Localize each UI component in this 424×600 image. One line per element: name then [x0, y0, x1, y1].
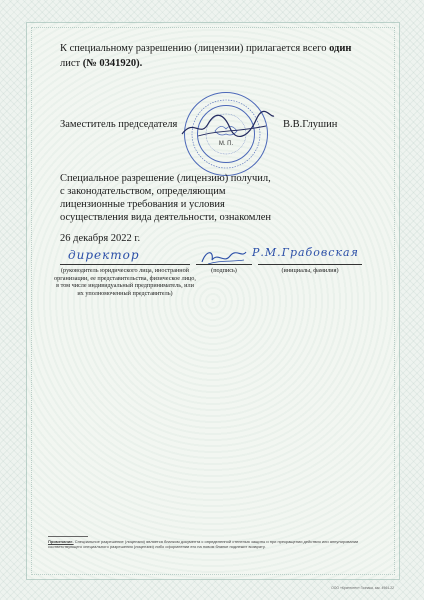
- header-line1-bold: один: [329, 43, 352, 54]
- header-line-2: [60, 57, 142, 70]
- footnote-label: Примечание.: [48, 539, 74, 544]
- signature-line: [196, 264, 252, 265]
- header-line1-prefix: К специальному разрешению (лицензии) прилагается всего: [60, 43, 327, 54]
- license-number: (№ 0341920).: [82, 58, 143, 69]
- name-line: [258, 264, 362, 265]
- deputy-signature: [178, 108, 278, 144]
- footnote: [48, 539, 370, 549]
- ack-line-2: с законодательством, определяющим: [60, 186, 226, 197]
- ack-line-1: Специальное разрешение (лицензию) получил,: [60, 173, 271, 184]
- caption-signature: (подпись): [211, 267, 237, 274]
- header-line2-prefix: лист: [60, 58, 81, 69]
- date: 26 декабря 2022 г.: [60, 233, 141, 244]
- handwritten-name: Р.М.Грабовская: [252, 246, 359, 259]
- deputy-title: Заместитель председателя: [60, 119, 178, 130]
- caption-name: (инициалы, фамилия): [281, 267, 339, 274]
- header-line-1: [60, 42, 380, 55]
- deputy-name: В.В.Глушин: [283, 119, 338, 130]
- caption-position: (руководитель юридического лица, иностранной организации, ее представительства, физическое лицо, в том числе индивидуальный предприниматель, или их уполномоченный представитель): [54, 267, 196, 297]
- print-code: ООО «Криптотех» Гознака, зак. 4964-22: [331, 586, 394, 590]
- ack-line-4: осуществления вида деятельности, ознакомлен: [60, 212, 271, 223]
- position-line: [60, 264, 190, 265]
- ack-line-3: лицензионные требования и условия: [60, 199, 225, 210]
- footnote-text: Специальное разрешение (лицензия) является бланком документа с определенной степенью защиты и при прекращении действия или аннулировании соответствующего специального разрешения (лицензии) либо оформлении его на новом бланке подлежит возврату.: [48, 539, 359, 550]
- handwritten-position: директор: [68, 248, 140, 262]
- footnote-separator: [48, 536, 88, 537]
- seal-mp-label: М. П.: [218, 141, 234, 147]
